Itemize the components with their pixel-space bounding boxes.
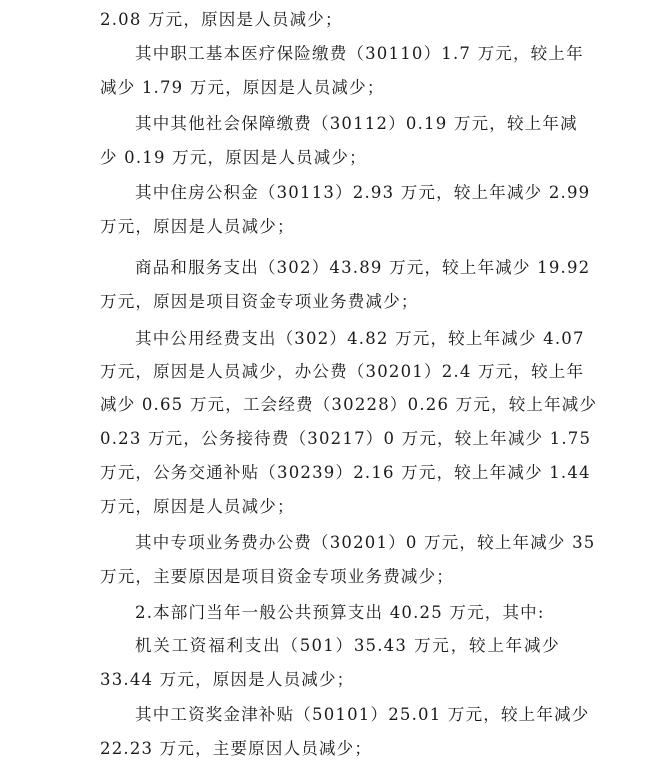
text-line: 万元，原因是人员减少； — [100, 217, 295, 236]
text-line: 33.44 万元，原因是人员减少； — [100, 670, 355, 689]
text-line: 商品和服务支出（302）43.89 万元，较上年减少 19.92 — [135, 258, 591, 277]
text-line: 其中工资奖金津补贴（50101）25.01 万元，较上年减少 — [135, 705, 590, 724]
text-line: 机关工资福利支出（501）35.43 万元，较上年减少 — [135, 636, 560, 655]
text-line: 其中专项业务费办公费（30201）0 万元，较上年减少 35 — [135, 533, 596, 552]
text-line: 22.23 万元，主要原因人员减少； — [100, 739, 373, 758]
text-line: 其中住房公积金（30113）2.93 万元，较上年减少 2.99 — [135, 183, 591, 202]
text-line: 2.08 万元，原因是人员减少； — [100, 10, 343, 29]
text-line: 减少 0.65 万元，工会经费（30228）0.26 万元，较上年减少 — [100, 395, 598, 414]
text-line: 其中其他社会保障缴费（30112）0.19 万元，较上年减 — [135, 114, 578, 133]
text-line: 2.本部门当年一般公共预算支出 40.25 万元，其中: — [135, 603, 545, 622]
text-line: 0.23 万元，公务接待费（30217）0 万元，较上年减少 1.75 — [100, 429, 592, 448]
text-line: 万元，原因是人员减少，办公费（30201）2.4 万元，较上年 — [100, 362, 585, 381]
text-line: 万元，公务交通补贴（30239）2.16 万元，较上年减少 1.44 — [100, 463, 591, 482]
text-line: 万元，原因是人员减少； — [100, 497, 295, 516]
text-line: 万元，主要原因是项目资金专项业务费减少； — [100, 567, 454, 586]
text-line: 其中职工基本医疗保险缴费（30110）1.7 万元，较上年 — [135, 44, 584, 63]
text-line: 其中公用经费支出（302）4.82 万元，较上年减少 4.07 — [135, 329, 585, 348]
text-line: 万元，原因是项目资金专项业务费减少； — [100, 292, 419, 311]
text-line: 减少 1.79 万元，原因是人员减少； — [100, 78, 385, 97]
text-line: 少 0.19 万元，原因是人员减少； — [100, 148, 367, 167]
